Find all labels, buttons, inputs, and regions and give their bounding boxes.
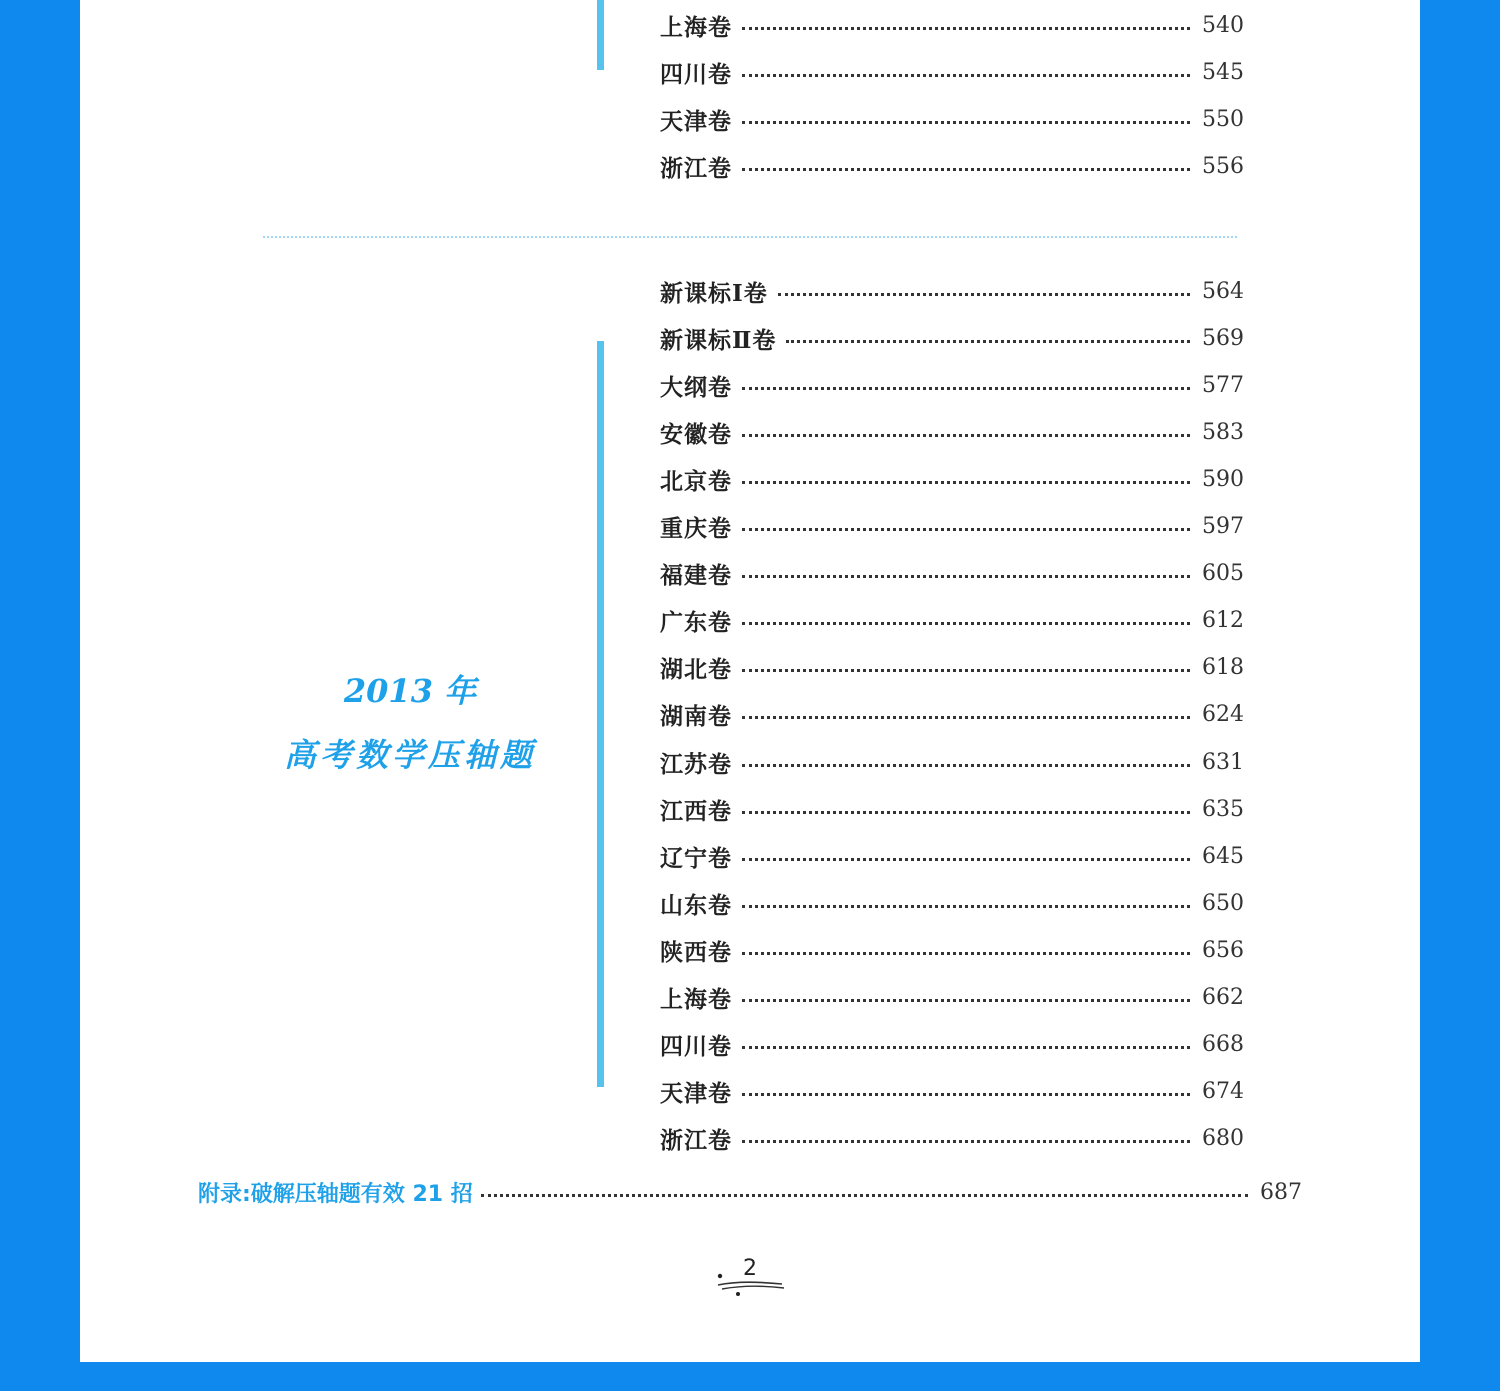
toc-entry-label: 北京卷 [660, 467, 732, 495]
toc-entry[interactable] [660, 323, 1244, 353]
dot-leader [742, 905, 1190, 908]
dot-leader [742, 575, 1190, 578]
dot-leader [742, 168, 1190, 171]
toc-entry-label: 湖北卷 [660, 656, 732, 684]
toc-entry-label: 四川卷 [660, 1033, 732, 1061]
toc-entry[interactable] [660, 841, 1244, 871]
toc-entry-page: 650 [1202, 890, 1244, 916]
toc-entry-label: 湖南卷 [660, 703, 732, 731]
toc-entry[interactable] [660, 57, 1244, 87]
toc-entry[interactable] [660, 10, 1244, 40]
section-divider [263, 236, 1237, 238]
toc-entry-page: 564 [1202, 278, 1244, 304]
toc-entry[interactable] [660, 983, 1244, 1013]
toc-entry-label: 天津卷 [660, 1080, 732, 1108]
toc-entry-page: 674 [1202, 1079, 1244, 1105]
toc-entry[interactable] [660, 104, 1244, 134]
toc-entry[interactable] [660, 935, 1244, 965]
toc-entry-page: 540 [1202, 12, 1244, 38]
toc-entry-page: 624 [1202, 702, 1244, 728]
toc-entry-label: 浙江卷 [660, 1127, 732, 1155]
dot-leader [742, 811, 1190, 814]
page-number-digit: 2 [743, 1256, 757, 1281]
toc-entry-label: 上海卷 [660, 986, 732, 1013]
toc-entry-label: 安徽卷 [660, 420, 732, 448]
toc-entry[interactable] [660, 1077, 1244, 1107]
dot-leader [742, 1046, 1190, 1049]
dot-leader [742, 27, 1190, 30]
toc-entry-page: 662 [1202, 985, 1244, 1010]
dot-leader [742, 622, 1190, 625]
toc-entry-label: 辽宁卷 [660, 844, 732, 872]
toc-entry-page: 618 [1202, 655, 1244, 681]
toc-entry-label: 大纲卷 [660, 373, 732, 401]
toc-entry-label: 江西卷 [660, 797, 732, 825]
toc-entry-label: 福建卷 [660, 562, 732, 590]
toc-entry-label: 上海卷 [660, 13, 732, 41]
toc-entry-label: 四川卷 [660, 60, 732, 88]
dot-leader [742, 669, 1190, 672]
dot-leader [742, 952, 1190, 955]
toc-entry-page: 645 [1202, 843, 1244, 869]
toc-entry[interactable] [660, 888, 1244, 918]
toc-entry-page: 569 [1202, 325, 1244, 351]
toc-entry[interactable] [660, 747, 1244, 777]
toc-entry-page: 656 [1202, 937, 1244, 963]
toc-entry-page: 550 [1202, 106, 1244, 132]
toc-entry-page: 635 [1202, 796, 1244, 822]
dot-leader [778, 293, 1190, 296]
toc-entry[interactable] [660, 151, 1244, 181]
page-number [712, 1256, 788, 1300]
toc-entry-page: 680 [1202, 1126, 1244, 1152]
section-bar [597, 341, 604, 1087]
toc-entry[interactable] [660, 1124, 1244, 1154]
toc-entry[interactable] [660, 512, 1244, 542]
toc-entry[interactable] [660, 559, 1244, 589]
toc-entry-page: 605 [1202, 561, 1244, 587]
toc-entry[interactable] [660, 417, 1244, 447]
dot-leader [742, 121, 1190, 124]
toc-entry-page: 631 [1202, 749, 1244, 775]
toc-entry-page: 597 [1202, 514, 1244, 539]
toc-entry-label: 陕西卷 [660, 938, 732, 966]
toc-entry-label: 广东卷 [660, 609, 732, 637]
toc-entry-page: 556 [1202, 153, 1244, 179]
toc-entry-page: 668 [1202, 1032, 1244, 1058]
dot-leader [742, 481, 1190, 484]
toc-entry[interactable] [660, 370, 1244, 400]
dot-leader [742, 764, 1190, 767]
toc-entry-label: 浙江卷 [660, 154, 732, 182]
toc-entry-page: 612 [1202, 608, 1244, 634]
toc-entry[interactable] [660, 276, 1244, 306]
appendix-page: 687 [1260, 1179, 1302, 1205]
toc-entry-page: 583 [1202, 419, 1244, 445]
toc-entry-label: 江苏卷 [660, 750, 732, 778]
appendix-label: 附录:破解压轴题有效 21 招 [198, 1181, 473, 1207]
toc-entry-label: 重庆卷 [660, 515, 732, 542]
dot-leader [742, 858, 1190, 861]
toc-entry-label: 山东卷 [660, 891, 732, 919]
dot-leader [786, 340, 1190, 343]
section-year: 2013 年 [343, 672, 477, 710]
toc-entry-label: 新课标Ⅱ卷 [660, 326, 777, 354]
dot-leader [742, 528, 1190, 531]
dot-leader [742, 1140, 1190, 1143]
dot-leader [742, 1093, 1190, 1096]
dot-leader [742, 999, 1190, 1002]
appendix-entry[interactable] [198, 1177, 1302, 1207]
section-bar-previous [597, 0, 604, 70]
toc-entry[interactable] [660, 1030, 1244, 1060]
toc-entry-page: 545 [1202, 59, 1244, 85]
toc-entry-label: 天津卷 [660, 107, 732, 135]
toc-entry-page: 590 [1202, 466, 1244, 492]
toc-entry[interactable] [660, 464, 1244, 494]
section-title: 高考数学压轴题 [283, 736, 536, 774]
dot-leader [742, 716, 1190, 719]
document-page [80, 0, 1420, 1362]
dot-leader [742, 434, 1190, 437]
toc-entry[interactable] [660, 700, 1244, 730]
toc-entry-label: 新课标Ⅰ卷 [660, 279, 768, 307]
dot-leader [742, 74, 1190, 77]
toc-entry-page: 577 [1202, 372, 1244, 398]
toc-entry[interactable] [660, 794, 1244, 824]
dot-leader [742, 387, 1190, 390]
toc-entry[interactable] [660, 606, 1244, 636]
toc-entry[interactable] [660, 653, 1244, 683]
dot-leader [481, 1194, 1248, 1197]
